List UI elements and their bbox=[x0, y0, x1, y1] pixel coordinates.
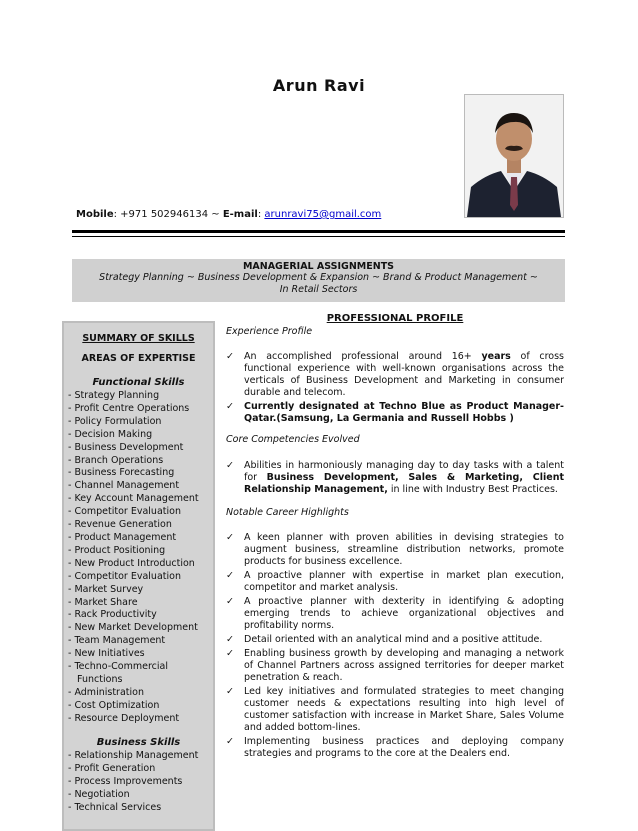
highlight-item-text: Led key initiatives and formulated strategies to meet changing customer needs & expectations resulting into high level of customer satisfaction with increase in Market Share, Sales Volume and added bottom-lines. bbox=[244, 686, 564, 733]
mobile-number: : +971 502946134 bbox=[113, 209, 209, 220]
email-label: E-mail bbox=[222, 209, 258, 220]
business-skills-list bbox=[68, 750, 198, 815]
highlight-item bbox=[226, 532, 564, 568]
skill-item: - Market Survey bbox=[68, 583, 144, 595]
competency-bold: Business Development, Sales & Marketing, Client Relationship Management, bbox=[244, 472, 564, 495]
highlight-item bbox=[226, 648, 564, 684]
skill-item: - Profit Centre Operations bbox=[68, 402, 190, 414]
person-portrait-icon bbox=[465, 95, 563, 217]
experience-item bbox=[226, 351, 564, 399]
skill-item: - Market Share bbox=[68, 596, 138, 608]
competency-text: Abilities in harmoniously managing day to day tasks with a talent for bbox=[244, 460, 564, 483]
skill-item: - Administration bbox=[68, 686, 144, 698]
skill-item: - Revenue Generation bbox=[68, 519, 172, 531]
band-line-2: In Retail Sectors bbox=[279, 284, 358, 295]
mobile-label: Mobile bbox=[76, 209, 114, 220]
highlight-item-text: A proactive planner with dexterity in identifying & adopting emerging trends to achieve organizational objectives and profitability norms. bbox=[244, 596, 564, 631]
skill-item: - Product Positioning bbox=[68, 544, 166, 556]
managerial-assignments-band bbox=[72, 259, 565, 302]
career-highlights-list bbox=[226, 532, 564, 762]
skill-item: - Profit Generation bbox=[68, 762, 156, 774]
competency-item bbox=[226, 460, 564, 496]
skill-item: - Competitor Evaluation bbox=[68, 506, 181, 518]
experience-text: An accomplished professional around 16+ bbox=[244, 351, 482, 362]
header-rule-thin bbox=[72, 236, 565, 237]
competencies-list bbox=[226, 460, 564, 498]
band-line-1: Strategy Planning ~ Business Development & Expansion ~ Brand & Product Management ~ bbox=[99, 272, 538, 283]
checkmark-icon: ✓ bbox=[226, 570, 234, 581]
current-designation: Currently designated at Techno Blue as Product Manager-Qatar.(Samsung, La Germania and Russell Hobbs ) bbox=[244, 401, 564, 424]
highlight-item bbox=[226, 686, 564, 734]
core-competencies-heading: Core Competencies Evolved bbox=[226, 434, 360, 445]
skill-item: - Strategy Planning bbox=[68, 390, 160, 401]
skill-item: - Business Forecasting bbox=[68, 467, 175, 479]
skill-item: - New Initiatives bbox=[68, 648, 145, 660]
skill-item: - Key Account Management bbox=[68, 493, 199, 505]
header-rule-thick bbox=[72, 230, 565, 233]
checkmark-icon: ✓ bbox=[226, 634, 234, 645]
skill-item: - Decision Making bbox=[68, 428, 153, 440]
highlight-item-text: Enabling business growth by developing and managing a network of Channel Partners across assigned territories for deeper market penetration & reach. bbox=[244, 648, 564, 683]
skill-item: - Business Development bbox=[68, 441, 184, 453]
functional-skills-heading: Functional Skills bbox=[92, 377, 185, 388]
skill-item: - Relationship Management bbox=[68, 750, 199, 761]
checkmark-icon: ✓ bbox=[226, 686, 234, 697]
competency-text-cont: in line with Industry Best Practices. bbox=[387, 484, 558, 495]
skill-item: - Channel Management bbox=[68, 480, 180, 492]
checkmark-icon: ✓ bbox=[226, 648, 234, 659]
skill-item: - Branch Operations bbox=[68, 454, 164, 466]
profile-heading: PROFESSIONAL PROFILE bbox=[326, 313, 464, 324]
skill-item: - Product Management bbox=[68, 531, 177, 543]
checkmark-icon: ✓ bbox=[226, 460, 234, 471]
checkmark-icon: ✓ bbox=[226, 736, 234, 747]
highlight-item-text: Detail oriented with an analytical mind and a positive attitude. bbox=[244, 634, 543, 645]
highlight-item-text: Implementing business practices and deploying company strategies and programs to the core at the Dealers end. bbox=[244, 736, 564, 759]
contact-line bbox=[76, 209, 381, 220]
highlight-item bbox=[226, 596, 564, 632]
profile-heading-wrap bbox=[226, 313, 564, 324]
skill-item: - Team Management bbox=[68, 635, 166, 647]
skill-item: Functions bbox=[68, 673, 123, 685]
skills-sidebar bbox=[62, 321, 215, 831]
band-title: MANAGERIAL ASSIGNMENTS bbox=[242, 261, 395, 272]
highlight-item bbox=[226, 570, 564, 594]
candidate-name: Arun Ravi bbox=[272, 76, 366, 95]
experience-list bbox=[226, 351, 564, 427]
functional-skills-list bbox=[68, 390, 199, 726]
email-separator: : bbox=[257, 209, 265, 220]
contact-separator: ~ bbox=[208, 209, 223, 220]
checkmark-icon: ✓ bbox=[226, 532, 234, 543]
areas-of-expertise-heading: AREAS OF EXPERTISE bbox=[81, 353, 196, 364]
skill-item: - Process Improvements bbox=[68, 775, 183, 787]
checkmark-icon: ✓ bbox=[226, 351, 234, 362]
experience-text-cont: of cross functional experience with well-known organisations across the verticals of Business Development and Marketing in consumer durable and telecom. bbox=[244, 351, 565, 398]
skills-summary-title: SUMMARY OF SKILLS bbox=[82, 333, 195, 344]
highlight-item-text: A proactive planner with expertise in market plan execution, competitor and market analysis. bbox=[244, 570, 564, 593]
experience-years: years bbox=[481, 351, 511, 362]
experience-item bbox=[226, 401, 564, 425]
highlight-item-text: A keen planner with proven abilities in devising strategies to augment business, streamline distribution networks, promote products for business excellence. bbox=[244, 532, 564, 567]
skill-item: - Cost Optimization bbox=[68, 699, 160, 711]
highlight-item bbox=[226, 736, 564, 760]
skill-item: - Policy Formulation bbox=[68, 415, 162, 427]
skill-item: - New Product Introduction bbox=[68, 557, 195, 569]
experience-profile-heading: Experience Profile bbox=[226, 326, 313, 337]
skill-item: - Resource Deployment bbox=[68, 712, 180, 724]
checkmark-icon: ✓ bbox=[226, 596, 234, 607]
skill-item: - New Market Development bbox=[68, 622, 198, 634]
career-highlights-heading: Notable Career Highlights bbox=[226, 507, 349, 518]
highlight-item bbox=[226, 634, 564, 646]
skill-item: - Techno-Commercial bbox=[68, 661, 168, 673]
profile-photo bbox=[464, 94, 564, 218]
skill-item: - Rack Productivity bbox=[68, 609, 157, 621]
checkmark-icon: ✓ bbox=[226, 401, 234, 412]
skill-item: - Technical Services bbox=[68, 801, 162, 813]
business-skills-heading: Business Skills bbox=[96, 737, 181, 748]
skill-item: - Negotiation bbox=[68, 788, 130, 800]
skill-item: - Competitor Evaluation bbox=[68, 570, 181, 582]
email-link[interactable]: arunravi75@gmail.com bbox=[264, 209, 382, 220]
